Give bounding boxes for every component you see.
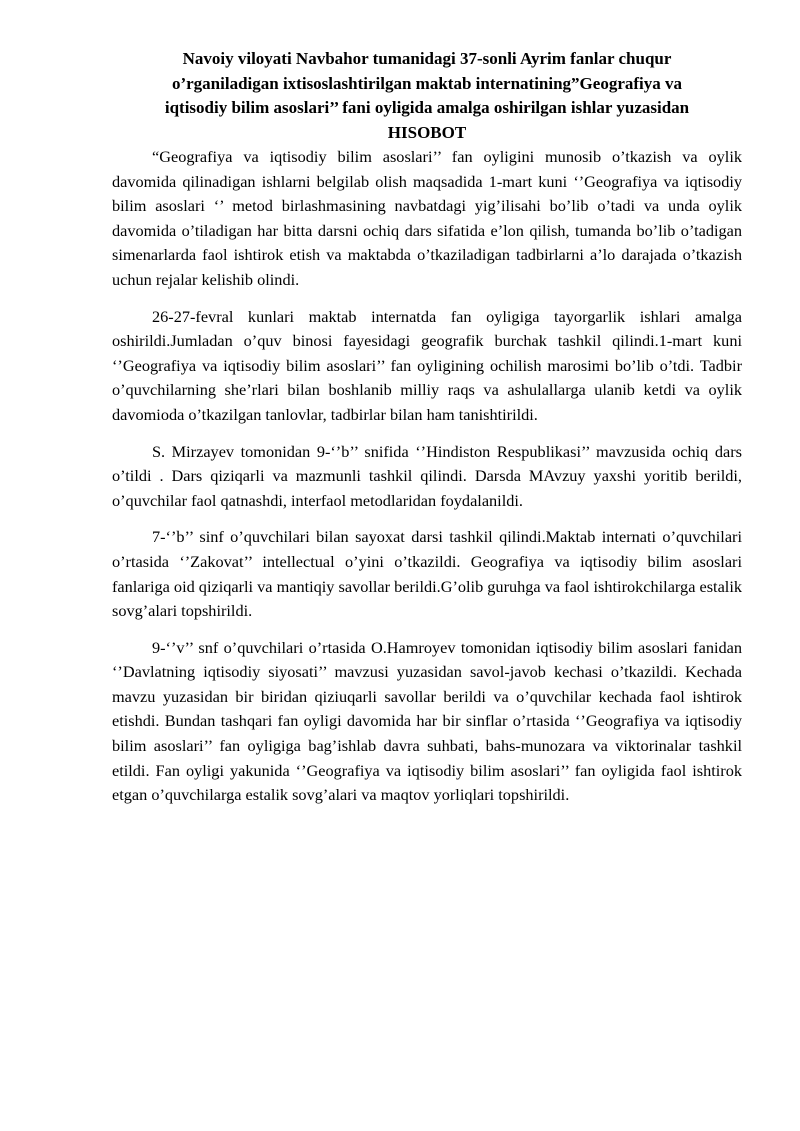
document-page xyxy=(112,47,742,820)
paragraph-5: 9-‘’v’’ snf o’quvchilari o’rtasida O.Hamroyev tomonidan iqtisodiy bilim asoslari fanidan ‘’Davlatning iqtisodiy siyosati’’ mavzusi yuzasidan savol-javob kechasi o’tkazildi. Kechada mavzu yuzasidan bir biridan qiziuqarli savollar berildi va o’quvchilar kechada faol ishtirok etishdi. Bundan tashqari fan oyligi davomida har bir sinflar o’rtasida ‘’Geografiya va iqtisodiy bilim asoslari’’ fan oyligiga bag’ishlab davra suhbati, bahs-munozara va viktorinalar tashkil etildi. Fan oyligi yakunida ‘’Geografiya va iqtisodiy bilim asoslari’’ fan oyligida faol ishtirok etgan o’quvchilarga estalik sovg’alari va maqtov yorliqlari topshirildi. xyxy=(112,637,742,805)
report-title-hisobot: HISOBOT xyxy=(387,122,467,142)
report-heading xyxy=(112,47,742,145)
heading-line-3: iqtisodiy bilim asoslari’’ fani oyligida amalga oshirilgan ishlar yuzasidan xyxy=(164,98,690,117)
heading-line-1: Navoiy viloyati Navbahor tumanidagi 37-sonli Ayrim fanlar chuqur xyxy=(182,49,672,68)
heading-line-2: o’rganiladigan ixtisoslashtirilgan maktab internatining”Geografiya va xyxy=(171,73,683,93)
paragraph-2: 26-27-fevral kunlari maktab internatda fan oyligiga tayorgarlik ishlari amalga oshirildi.Jumladan o’quv binosi fayesidagi geografik burchak tashkil qilindi.1-mart kuni ‘’Geografiya va iqtisodiy bilim asoslari’’ fan oyligining ochilish marosimi bo’lib o’tdi. Tadbir o’quvchilarning she’rlari bilan boshlanib milliy raqs va ashulallarga ulanib ketdi va oylik davomioda o’tkazilgan tanlovlar, tadbirlar bilan ham tanishtirildi. xyxy=(112,306,742,424)
paragraph-3: S. Mirzayev tomonidan 9-‘’b’’ snifida ‘’Hindiston Respublikasi’’ mavzusida ochiq dars o’tildi . Dars qiziqarli va mazmunli tashkil qilindi. Darsda MAvzuy yaxshi yoritib berildi, o’quvchilar faol qatnashdi, interfaol metodlaridan foydalanildi. xyxy=(112,441,742,510)
paragraph-4: 7-‘’b’’ sinf o’quvchilari bilan sayoxat darsi tashkil qilindi.Maktab internati o’quvchilari o’rtasida ‘’Zakovat’’ intellectual o’yini o’tkazildi. Geografiya va iqtisodiy bilim asoslari fanlariga oid qiziqarli va mantiqiy savollar berildi.G’olib guruhga va faol ishtirokchilarga estalik sovg’alari topshirildi. xyxy=(112,527,742,621)
paragraph-1: “Geografiya va iqtisodiy bilim asoslari’’ fan oyligini munosib o’tkazish va oylik davomida qilinadigan ishlarni belgilab olish maqsadida 1-mart kuni ‘’Geografiya va iqtisodiy bilim asoslari ‘’ metod birlashmasining navbatdagi yig’ilisahi bo’lib o’tadi va unda oylik davomida o’tiladigan har bitta darsni ochiq dars sifatida e’lon qilish, tumanda bo’lib o’tadigan simenarlarda faol ishtirok etish va maktabda o’tkaziladigan tadbirlarni a’lo darajada o’tkazish uchun rejalar kelishib olindi. xyxy=(112,147,742,289)
